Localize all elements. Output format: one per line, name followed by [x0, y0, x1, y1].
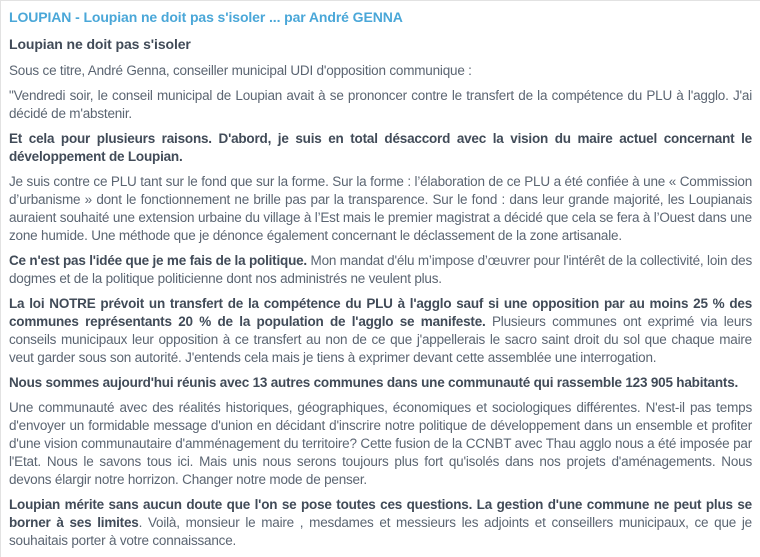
paragraph [9, 87, 752, 123]
text-run: Plusieurs communes ont exprimé via leurs conseils municipaux leur opposition à ce transfert au non de ce que j'appellerais le sacro saint droit du sol que chaque maire veut garder sous son autorité. J'entends cela mais je tiens à exprimer devant cette assemblée une interrogation. [9, 314, 752, 365]
text-run-bold: Nous sommes aujourd'hui réunis avec 13 autres communes dans une communauté qui rassemble 123 905 habitants. [9, 375, 739, 390]
paragraph [9, 62, 752, 80]
article-heading: Loupian ne doit pas s'isoler [9, 36, 191, 52]
paragraph [9, 130, 752, 166]
text-run-bold: Et cela pour plusieurs raisons. D'abord, je suis en total désaccord avec la vision du maire actuel concernant le développement de Loupian. [9, 131, 752, 164]
article-body [9, 62, 752, 550]
text-run: . Voilà, monsieur le maire , mesdames et messieurs les adjoints et conseillers municipaux, ce que je souhaitais porter à votre connaissance. [9, 515, 752, 548]
text-run: "Vendredi soir, le conseil municipal de Loupian avait à se prononcer contre le transfert de la compétence du PLU à l'agglo. J'ai décidé de m'abstenir. [9, 88, 752, 121]
paragraph [9, 496, 752, 550]
text-run: Une communauté avec des réalités historiques, géographiques, économiques et sociologiques différentes. N'est-il pas temps d'envoyer un formidable message d'union en décidant d'inscrire notre politique de développement dans un ensemble et profiter d'une vision communautaire d'amménagement du territoire? Cette fusion de la CCNBT avec Thau agglo nous a été imposée par l'Etat. Nous le savons tous ici. Mais unis nous serons toujours plus fort qu'isolés dans nos projets d'aménagements. Nous devons élargir notre horrizon. Changer notre mode de penser. [9, 400, 752, 487]
text-run-bold: La loi NOTRE prévoit un transfert de la compétence du PLU à l'agglo sauf si une opposition par au moins 25 % des communes représentants 20 % de la population de l'agglo se manifeste. [9, 296, 752, 329]
article-title-link[interactable]: LOUPIAN - Loupian ne doit pas s'isoler ... par André GENNA [9, 9, 403, 25]
text-run: Sous ce titre, André Genna, conseiller municipal UDI d'opposition communique : [9, 63, 472, 78]
text-run-bold: Loupian mérite sans aucun doute que l'on se pose toutes ces questions. La gestion d'une commune ne peut plus se borner à ses limites [9, 497, 752, 530]
text-run-bold: Ce n'est pas l'idée que je me fais de la politique. [9, 253, 307, 268]
paragraph [9, 173, 752, 245]
text-run: Je suis contre ce PLU tant sur le fond que sur la forme. Sur la forme : l’élaboration de ce PLU a été confiée à une « Commission d’urbanisme » dont le fonctionnement ne brille pas par la transparence. Sur le fond : dans leur grande majorité, les Loupianais auraient souhaité une extension urbaine du village à l’Est mais le premier magistrat a décidé que cela se fera à l’Ouest dans une zone humide. Une méthode que je dénonce également concernant le déclassement de la zone artisanale. [9, 174, 752, 243]
paragraph [9, 295, 752, 367]
paragraph [9, 399, 752, 489]
text-run: Mon mandat d'élu m’impose d’œuvrer pour l'intérêt de la collectivité, loin des dogmes et de la politique politicienne dont nos administrés ne veulent plus. [9, 253, 752, 286]
paragraph [9, 374, 752, 392]
paragraph [9, 252, 752, 288]
